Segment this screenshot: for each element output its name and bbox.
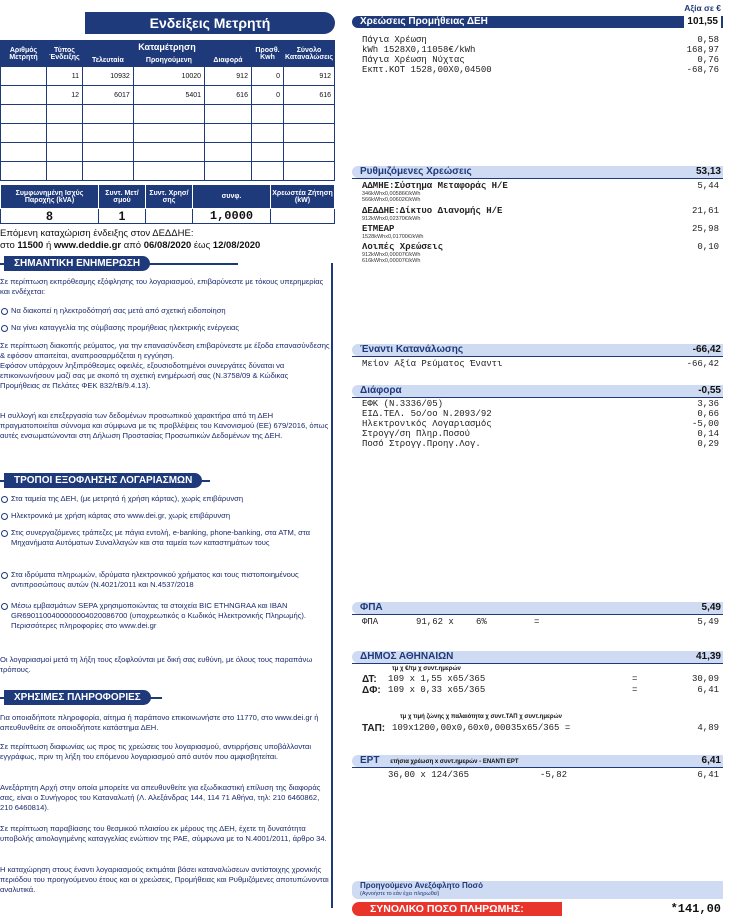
ert-header: ΕΡΤ ετήσια χρέωση x συντ.ημερών - ΕΝΑΝΤΙ ΕΡΤ 6,41 [352, 755, 723, 767]
header-total-consumption: Σύνολο Καταναλώσεις [283, 41, 334, 67]
table-row [1, 124, 335, 143]
header-agreed-power: Συμφωνημένη Ισχύς Παροχής (kVA) [1, 185, 99, 209]
vat-header: ΦΠΑ 5,49 [352, 602, 723, 614]
header-reading-type: Τύπος Ένδειξης [47, 41, 83, 67]
header-diff: Διαφορά [205, 54, 252, 67]
header-coef-use: Συντ. Χρησ/σης [146, 185, 193, 209]
table-row [1, 143, 335, 162]
payment-title: ΤΡΟΠΟΙ ΕΞΟΦΛΗΣΗΣ ΛΟΓΑΡΙΑΣΜΩΝ [4, 473, 202, 488]
next-reading-info: Επόμενη καταχώριση ένδειξης στον ΔΕΔΔΗΕ: στο 11500 ή www.deddie.gr από 06/08/2020 έως 12/08/2020 [0, 228, 261, 251]
table-row [1, 162, 335, 181]
header-current: Τελευταία [83, 54, 134, 67]
deddie-link[interactable]: www.deddie.gr [53, 240, 122, 251]
header-added-kwh: Προσθ. Kwh [251, 41, 283, 67]
municipality-header: ΔΗΜΟΣ ΑΘΗΝΑΙΩΝ 41,39 [352, 651, 723, 663]
table-row [1, 105, 335, 124]
total-amount-label: ΣΥΝΟΛΙΚΟ ΠΟΣΟ ΠΛΗΡΩΜΗΣ: [352, 902, 562, 916]
header-coef-meter: Συντ. Μετ/σμού [99, 185, 146, 209]
header-meter-no: Αριθμός Μετρητή [1, 41, 47, 67]
divider-line [331, 263, 333, 908]
table-row: 11 10932 10020 912 0 912 [1, 67, 335, 86]
coef-meter-value: 1 [99, 209, 146, 224]
header-billed-demand: Χρεωστέα Ζήτηση (kW) [271, 185, 335, 209]
meter-readings-table [0, 40, 335, 181]
agreed-power-value: 8 [1, 209, 99, 224]
previous-unpaid-header: Προηγούμενο Ανεξόφλητο Ποσό (Αγνοήστε το εάν έχει πληρωθεί) [352, 881, 723, 899]
coef-use-value [146, 209, 193, 224]
misc-charges-header: Διάφορα -0,55 [352, 385, 723, 397]
header-cosphi: συνφ. [193, 185, 271, 209]
regulated-charges-header: Ρυθμιζόμενες Χρεώσεις 53,13 [352, 166, 723, 178]
cosphi-value: 1,0000 [193, 209, 271, 224]
left-column: Ενδείξεις Μετρητή Αριθμός Μετρητή Τύπος Ένδειξης Καταμέτρηση Προσθ. Kwh Σύνολο Καταναλώσεις Τελευταία Προηγούμενη Διαφορά 11 10932 10020 912 0 912 12 6017 5401 616 0 616 Συμφωνημένη Ισχύς Παροχής (kVA) Συντ. Μετ/σμού Συντ. Χρησ/σης συνφ. Χρεωστέα Ζήτηση (kW) 8 1 1,0000 Επόμενη καταχώριση ένδειξης στον ΔΕΔΔΗΕ: στο 11500 ή www.deddie.gr από 06/08/2020 έως 12/08/2020 ΣΗΜΑΝΤΙΚΗ ΕΝΗΜΕΡΩΣΗ Σε περίπτωση εκπρόθεσμης εξόφλησης του λογαριασμού, επιβαρύνεστε με τόκους υπερημερίας και ενδέχεται: Να διακοπεί η ηλεκτροδότησή σας μετά από σχετική ειδοποίηση Να γίνει καταγγελία της σύμβασης προμήθειας ηλεκτρικής ενέργειας Σε περίπτωση διακοπής ρεύματος, για την επανασύνδεση επιβαρύνεστε με έξοδα επανασύνδεσης & εφόσον απαιτείται, αναπροσαρμόζεται η εγγύηση. Εφόσον υπάρχουν ληξιπρόθεσμες οφειλές, εξουσιοδοτημένοι συνεργάτες δύναται να επικοινωνήσουν μαζί σας με σκοπό τη σχετική ενημέρωσή σας (Ν.3758/09 & Κώδικας Προμήθειας σε Πελάτες ΦΕΚ 832/τΒ/9.4.13). Η συλλογή και επεξεργασία των δεδομένων προσωπικού χαρακτήρα από τη ΔΕΗ πραγματοποιείται σύννομα και σύμφωνα με τις προβλέψεις του Κανονισμού (ΕΕ) 679/2016, όπως αυτές ενσωματώνονται στη Δήλωση Προστασίας Προσωπικών Δεδομένων της ΔΕΗ. ΤΡΟΠΟΙ ΕΞΟΦΛΗΣΗΣ ΛΟΓΑΡΙΑΣΜΩΝ Στα ταμεία της ΔΕΗ, (με μετρητά ή χρήση κάρτας), χωρίς επιβάρυνση Ηλεκτρονικά με χρήση κάρτας στο www.dei.gr, χωρίς επιβάρυνση Στις συνεργαζόμενες τράπεζες με πάγια εντολή, e-banking, phone-banking, στα ΑΤΜ, στα Μηχανήματα Αυτόματων Συναλλαγών και στα ταμεία των καταστημάτων τους Στα ιδρύματα πληρωμών, ιδρύματα ηλεκτρονικού χρήματος και τους πιστοποιημένους αντιπροσώπους αυτών (Ν.4021/2011 και Ν.4537/2018 Μέσω εμβασμάτων SEPA χρησιμοποιώντας τα στοιχεία BIC ETHNGRAA και IBAN GR6901100400000004020086700 (υποχρεωτικός ο Κωδικός Ηλεκτρονικής Πληρωμής). Περισσότερες πληροφορίες στο www.dei.gr Οι λογαριασμοί μετά τη λήξη τους εξοφλούνται με δική σας ευθύνη, με όλους τους παραπάνω τρόπους. ΧΡΗΣΙΜΕΣ ΠΛΗΡΟΦΟΡΙΕΣ Για οποιαδήποτε πληροφορία, αίτημα ή παράπονο επικοινωνήστε στο 11770, στο www.dei.gr ή απευθυνθείτε σε οποιοδήποτε κατάστημα ΔΕΗ. Σε περίπτωση διαφωνίας ως προς τις χρεώσεις του λογαριασμού, αντιρρήσεις υποβάλλονται εγγράφως, πριν τη λήξη του επόμενου λογαριασμού από αυτόν που αμφισβητείται. Ανεξάρτητη Αρχή στην οποία μπορείτε να απευθυνθείτε για εξωδικαστική επίλυση της διαφοράς σας, είναι ο Συνήγορος του Καταναλωτή (Λ. Αλεξάνδρας 144, 114 71 Αθήνα, τηλ: 210 6460862, 210 6460814). Σε περίπτωση παραβίασης του θεσμικού πλαισίου εκ μέρους της ΔΕΗ, έχετε τη δυνατότητα υποβολής αιτιολογημένης καταγγελίας ενώπιον της ΡΑΕ, σύμφωνα με το Ν.4001/2011, άρθρο 34. Η καταχώρηση στους έναντι λογαριασμούς εκτιμάται βάσει καταναλώσεων αντίστοιχης χρονικής περιόδου του προηγούμενου έτους και οι χρεώσεις, Προμήθειας και Ρυθμιζόμενες αποτυπώνονται αναλυτικά. [0, 0, 335, 917]
against-consumption-header: Έναντι Κατανάλωσης -66,42 [352, 344, 723, 356]
useful-info-title: ΧΡΗΣΙΜΕΣ ΠΛΗΡΟΦΟΡΙΕΣ [4, 690, 151, 705]
header-measurement: Καταμέτρηση [83, 41, 252, 54]
total-amount-value: *141,00 [670, 902, 721, 916]
currency-note: Αξία σε € [684, 3, 721, 13]
important-title: ΣΗΜΑΝΤΙΚΗ ΕΝΗΜΕΡΩΣΗ [4, 256, 150, 271]
meter-readings-title: Ενδείξεις Μετρητή [85, 12, 335, 34]
supply-charges-header: Χρεώσεις Προμήθειας ΔΕΗ 101,55 [352, 16, 723, 28]
header-previous: Προηγούμενη [133, 54, 204, 67]
table-row: 12 6017 5401 616 0 616 [1, 86, 335, 105]
billed-demand-value [271, 209, 335, 224]
supply-parameters-table [0, 184, 335, 224]
total-amount-bar [352, 902, 723, 916]
